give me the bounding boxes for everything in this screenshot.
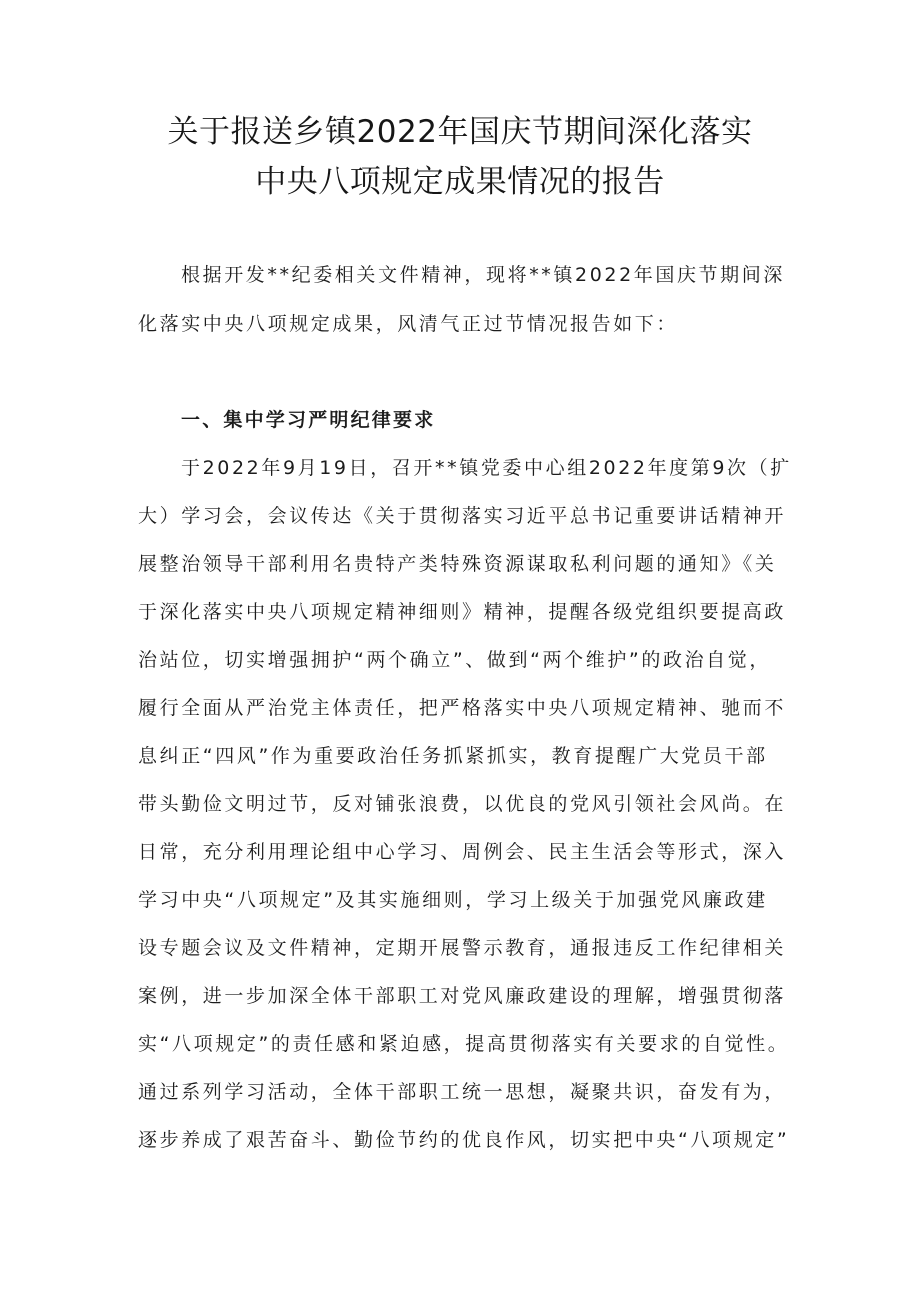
document-title-line-2: 中央八项规定成果情况的报告 <box>255 164 665 200</box>
body-paragraph-line: 逐步养成了艰苦奋斗、勤俭节约的优良作风，切实把中央“八项规定” <box>138 1129 790 1151</box>
body-paragraph-line: 学习中央“八项规定”及其实施细则，学习上级关于加强党风廉政建 <box>138 889 768 911</box>
body-paragraph-line: 带头勤俭文明过节，反对铺张浪费，以优良的党风引领社会风尚。在 <box>138 793 787 815</box>
body-paragraph-line: 实“八项规定”的责任感和紧迫感，提高贯彻落实有关要求的自觉性。 <box>138 1033 790 1055</box>
body-paragraph-line: 日常，充分利用理论组中心学习、周例会、民主生活会等形式，深入 <box>138 841 787 863</box>
body-paragraph-line: 息纠正“四风”作为重要政治任务抓紧抓实，教育提醒广大党员干部 <box>138 745 768 767</box>
document-title-line-1: 关于报送乡镇2022年国庆节期间深化落实 <box>167 114 753 150</box>
body-paragraph-line: 治站位，切实增强拥护“两个确立”、做到“两个维护”的政治自觉， <box>138 649 771 671</box>
intro-paragraph-line: 根据开发**纪委相关文件精神，现将**镇2022年国庆节期间深 <box>181 264 785 286</box>
body-paragraph-line: 设专题会议及文件精神，定期开展警示教育，通报违反工作纪律相关 <box>138 937 787 959</box>
body-paragraph-line: 大）学习会，会议传达《关于贯彻落实习近平总书记重要讲话精神开 <box>138 505 787 527</box>
section-heading: 一、集中学习严明纪律要求 <box>181 409 436 431</box>
body-paragraph-line: 履行全面从严治党主体责任，把严格落实中央八项规定精神、驰而不 <box>138 697 787 719</box>
body-paragraph-line: 通过系列学习活动，全体干部职工统一思想，凝聚共识，奋发有为， <box>138 1081 787 1103</box>
body-paragraph-line: 案例，进一步加深全体干部职工对党风廉政建设的理解，增强贯彻落 <box>138 985 787 1007</box>
intro-paragraph-line: 化落实中央八项规定成果，风清气正过节情况报告如下： <box>138 313 679 335</box>
body-paragraph-line: 展整治领导干部利用名贵特产类特殊资源谋取私利问题的通知》《关 <box>138 553 777 575</box>
body-paragraph-line: 于2022年9月19日，召开**镇党委中心组2022年度第9次（扩 <box>181 457 792 479</box>
body-paragraph-line: 于深化落实中央八项规定精神细则》精神，提醒各级党组织要提高政 <box>138 601 787 623</box>
